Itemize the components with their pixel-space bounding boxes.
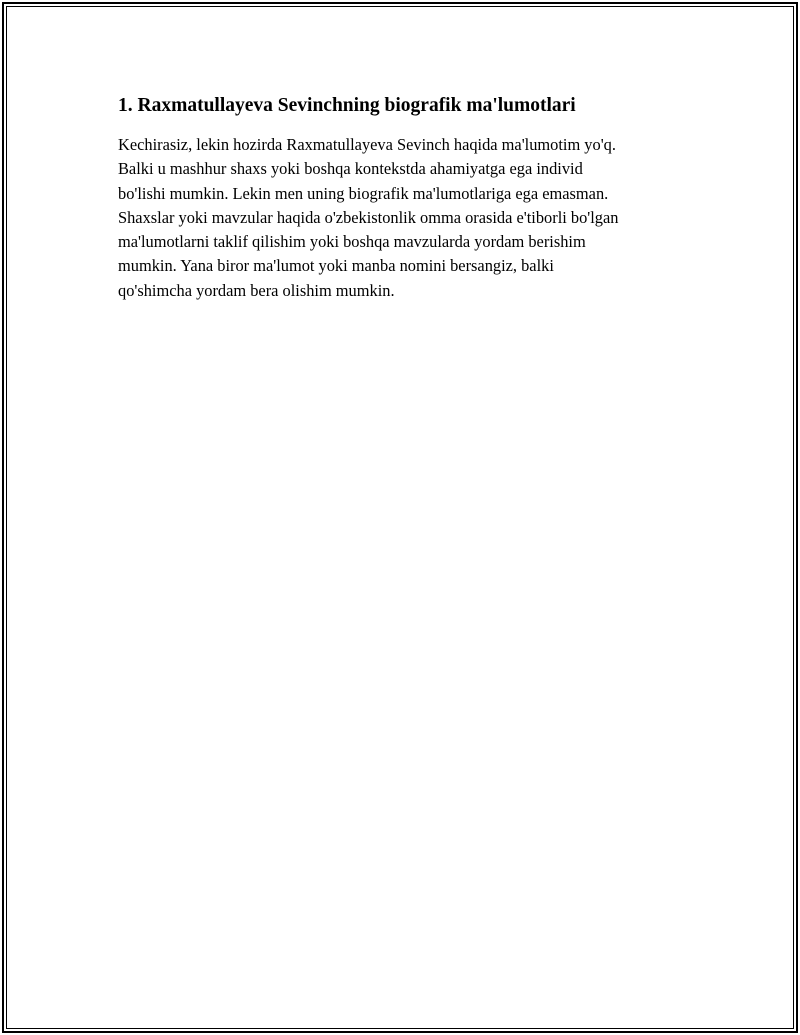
- paragraph-line: bo'lishi mumkin. Lekin men uning biografik ma'lumotlariga ega emasman.: [118, 183, 609, 203]
- paragraph-line: Balki u mashhur shaxs yoki boshqa kontekstda ahamiyatga ega individ: [118, 159, 583, 179]
- paragraph-line: qo'shimcha yordam bera olishim mumkin.: [118, 280, 395, 300]
- body-paragraph: [118, 133, 698, 303]
- paragraph-line: mumkin. Yana biror ma'lumot yoki manba nomini bersangiz, balki: [118, 256, 554, 276]
- paragraph-line: Shaxslar yoki mavzular haqida o'zbekistonlik omma orasida e'tiborli bo'lgan: [118, 207, 619, 227]
- paragraph-line: ma'lumotlarni taklif qilishim yoki boshqa mavzularda yordam berishim: [118, 232, 586, 252]
- section-heading: 1. Raxmatullayeva Sevinchning biografik ma'lumotlari: [118, 95, 576, 116]
- paragraph-line: Kechirasiz, lekin hozirda Raxmatullayeva Sevinch haqida ma'lumotim yo'q.: [118, 135, 616, 154]
- document-content: [118, 94, 698, 303]
